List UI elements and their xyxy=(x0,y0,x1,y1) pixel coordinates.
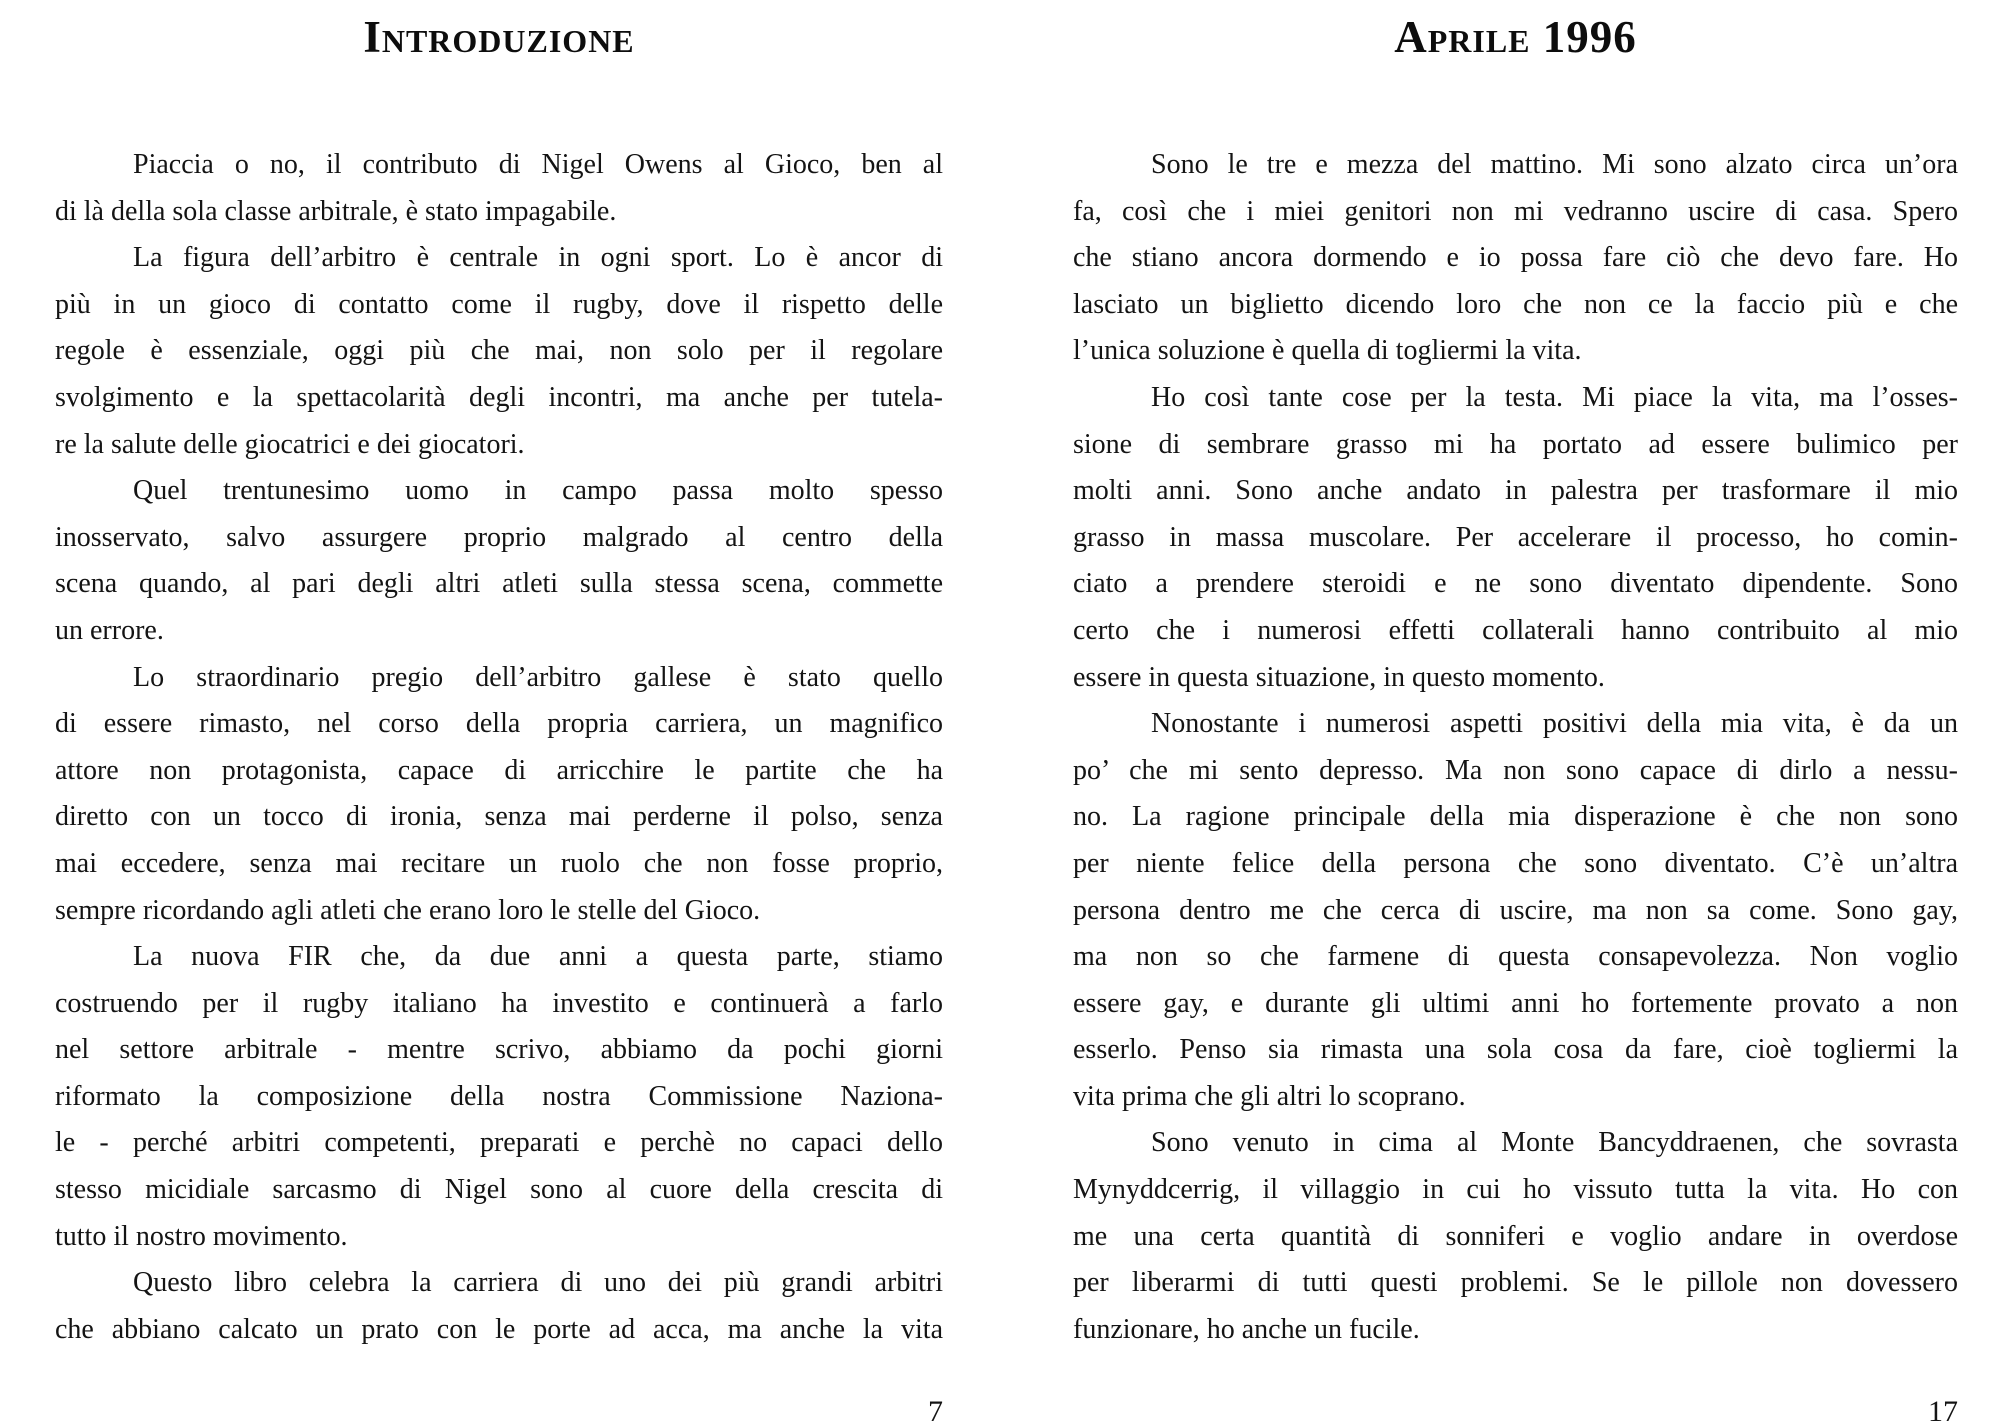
text-line: lasciato un biglietto dicendo loro che non ce la faccio più e che xyxy=(1073,288,1958,320)
text-line: scena quando, al pari degli altri atleti sulla stessa scena, commette xyxy=(55,568,943,600)
text-line: fa, così che i miei genitori non mi vedranno uscire di casa. Spero xyxy=(1073,195,1958,227)
text-line: nel settore arbitrale - mentre scrivo, abbiamo da pochi giorni xyxy=(55,1034,943,1066)
text-line: che stiano ancora dormendo e io possa fare ciò che devo fare. Ho xyxy=(1073,242,1958,274)
text-line: svolgimento e la spettacolarità degli incontri, ma anche per tutela- xyxy=(55,381,943,413)
text-line: ma non so che farmene di questa consapevolezza. Non voglio xyxy=(1073,941,1958,973)
text-line: costruendo per il rugby italiano ha investito e continuerà a farlo xyxy=(55,987,943,1019)
text-line: Mynyddcerrig, il villaggio in cui ho vissuto tutta la vita. Ho con xyxy=(1073,1174,1958,1206)
page-title: Introduzione xyxy=(363,12,635,62)
text-line: Sono venuto in cima al Monte Bancyddraenen, che sovrasta xyxy=(1151,1127,1958,1159)
paragraph xyxy=(1073,1120,1958,1353)
paragraph xyxy=(55,468,943,654)
text-line: per liberarmi di tutti questi problemi. Se le pillole non dovessero xyxy=(1073,1267,1958,1299)
body-text xyxy=(1073,142,1958,1353)
text-line: riformato la composizione della nostra Commissione Naziona- xyxy=(55,1080,943,1112)
text-line: Sono le tre e mezza del mattino. Mi sono alzato circa un’ora xyxy=(1151,149,1958,180)
text-line: inosservato, salvo assurgere proprio malgrado al centro della xyxy=(55,521,943,553)
paragraph xyxy=(55,655,943,935)
text-line: le - perché arbitri competenti, preparati e perchè no capaci dello xyxy=(55,1127,943,1159)
page-title: Aprile 1996 xyxy=(1394,12,1637,62)
text-line: esserlo. Penso sia rimasta una sola cosa da fare, cioè togliermi la xyxy=(1073,1034,1958,1066)
text-line: Nonostante i numerosi aspetti positivi della mia vita, è da un xyxy=(1151,708,1958,740)
text-line: attore non protagonista, capace di arricchire le partite che ha xyxy=(55,754,943,786)
text-line: re la salute delle giocatrici e dei giocatori. xyxy=(55,428,525,460)
paragraph xyxy=(55,934,943,1260)
paragraph xyxy=(55,235,943,468)
text-line: essere gay, e durante gli ultimi anni ho fortemente provato a non xyxy=(1073,987,1958,1019)
text-line: un errore. xyxy=(55,614,164,646)
text-line: regole è essenziale, oggi più che mai, non solo per il regolare xyxy=(55,335,943,367)
text-line: stesso micidiale sarcasmo di Nigel sono al cuore della crescita di xyxy=(55,1174,943,1206)
text-line: mai eccedere, senza mai recitare un ruolo che non fosse proprio, xyxy=(55,847,943,879)
text-line: me una certa quantità di sonniferi e voglio andare in overdose xyxy=(1073,1220,1958,1252)
text-line: diretto con un tocco di ironia, senza mai perderne il polso, senza xyxy=(55,801,943,833)
text-line: Lo straordinario pregio dell’arbitro gallese è stato quello xyxy=(133,661,943,693)
text-line: più in un gioco di contatto come il rugby, dove il rispetto delle xyxy=(55,288,943,320)
text-line: tutto il nostro movimento. xyxy=(55,1220,348,1252)
text-line: Questo libro celebra la carriera di uno dei più grandi arbitri xyxy=(133,1267,943,1299)
page-number: 17 xyxy=(1928,1395,1958,1428)
text-line: essere in questa situazione, in questo momento. xyxy=(1073,661,1605,693)
right-page xyxy=(1073,0,1958,1428)
text-line: no. La ragione principale della mia disperazione è che non sono xyxy=(1073,801,1958,833)
body-text xyxy=(55,142,943,1353)
text-line: certo che i numerosi effetti collaterali hanno contribuito al mio xyxy=(1073,614,1958,646)
page-number: 7 xyxy=(928,1395,943,1428)
text-line: sempre ricordando agli atleti che erano loro le stelle del Gioco. xyxy=(55,894,761,926)
text-line: molti anni. Sono anche andato in palestra per trasformare il mio xyxy=(1073,475,1958,507)
paragraph xyxy=(1073,375,1958,701)
text-line: Quel trentunesimo uomo in campo passa molto spesso xyxy=(133,475,943,507)
text-line: Piaccia o no, il contributo di Nigel Owens al Gioco, ben al xyxy=(133,149,943,180)
text-line: per niente felice della persona che sono diventato. C’è un’altra xyxy=(1073,847,1958,879)
text-line: La figura dell’arbitro è centrale in ogni sport. Lo è ancor di xyxy=(133,242,943,274)
text-line: La nuova FIR che, da due anni a questa parte, stiamo xyxy=(133,941,943,973)
text-line: funzionare, ho anche un fucile. xyxy=(1073,1313,1420,1345)
paragraph xyxy=(55,1260,943,1353)
text-line: sione di sembrare grasso mi ha portato ad essere bulimico per xyxy=(1073,428,1958,460)
text-line: ciato a prendere steroidi e ne sono diventato dipendente. Sono xyxy=(1073,568,1958,600)
text-line: Ho così tante cose per la testa. Mi piace la vita, ma l’osses- xyxy=(1151,381,1958,413)
paragraph xyxy=(55,142,943,235)
text-line: persona dentro me che cerca di uscire, ma non sa come. Sono gay, xyxy=(1073,894,1958,926)
left-page xyxy=(55,0,943,1428)
text-line: vita prima che gli altri lo scoprano. xyxy=(1073,1080,1466,1112)
paragraph xyxy=(1073,701,1958,1120)
text-line: di essere rimasto, nel corso della propria carriera, un magnifico xyxy=(55,708,943,740)
text-line: che abbiano calcato un prato con le porte ad acca, ma anche la vita xyxy=(55,1313,943,1345)
paragraph xyxy=(1073,142,1958,375)
text-line: di là della sola classe arbitrale, è stato impagabile. xyxy=(55,195,617,227)
text-line: po’ che mi sento depresso. Ma non sono capace di dirlo a nessu- xyxy=(1073,754,1958,786)
text-line: l’unica soluzione è quella di togliermi la vita. xyxy=(1073,335,1582,367)
text-line: grasso in massa muscolare. Per accelerare il processo, ho comin- xyxy=(1073,521,1958,553)
